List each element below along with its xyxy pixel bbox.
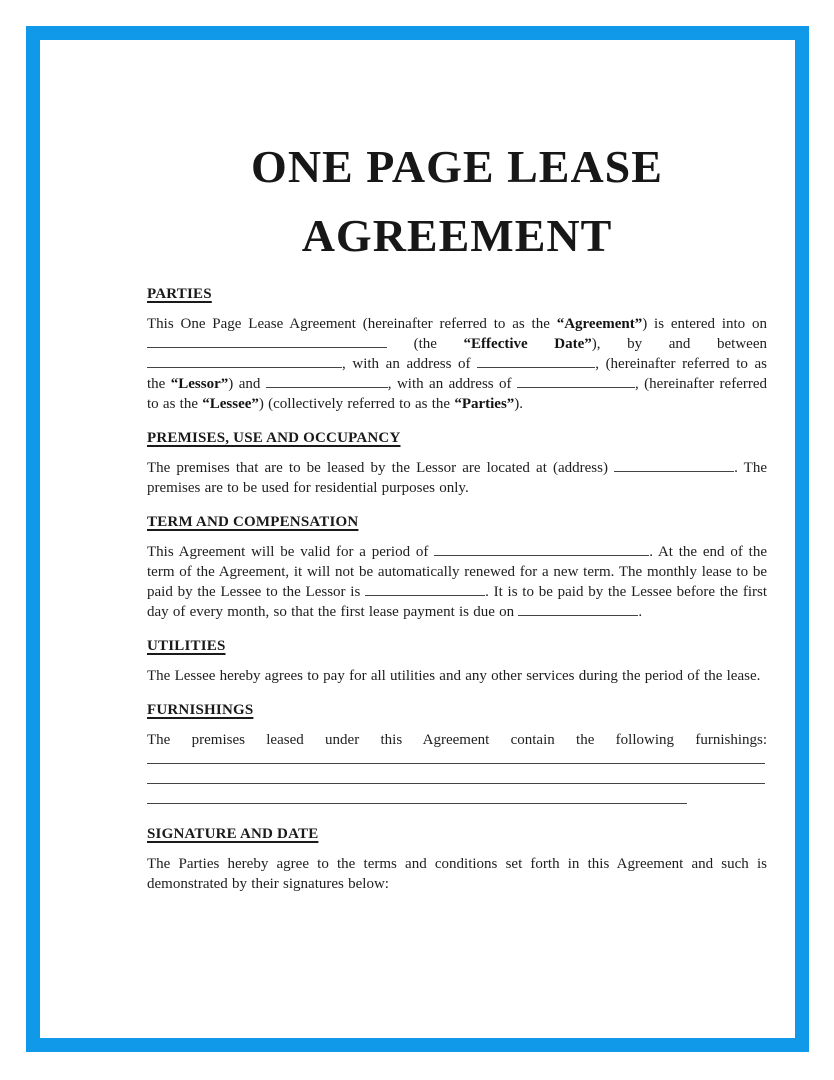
document-section xyxy=(147,700,767,810)
paragraph: The premises leased under this Agreement contain the following furnishings: xyxy=(147,730,767,810)
bold-text: “Parties” xyxy=(454,396,515,412)
paragraph: The Parties hereby agree to the terms and conditions set forth in this Agreement and such is demonstrated by their signatures below: xyxy=(147,856,767,892)
blank-fill-line xyxy=(614,460,734,472)
blank-fill-line xyxy=(266,376,388,388)
paragraph: The premises that are to be leased by the Lessor are located at (address) . The premises are to be used for residential purposes only. xyxy=(147,460,767,496)
document-title-line2: AGREEMENT xyxy=(301,210,613,261)
bold-text: “Effective Date” xyxy=(463,336,592,352)
blank-fill-line xyxy=(434,544,649,556)
document-section xyxy=(147,284,767,414)
document-title-line1: ONE PAGE LEASE xyxy=(251,141,663,192)
blank-fill-line xyxy=(517,376,635,388)
blank-fill-line xyxy=(147,752,765,764)
section-heading: PARTIES xyxy=(147,286,212,302)
section-heading: FURNISHINGS xyxy=(147,702,254,718)
bold-text: “Lessor” xyxy=(170,376,229,392)
paragraph: This Agreement will be valid for a period of . At the end of the term of the Agreement, it will not be automatically renewed for a new term. The monthly lease to be paid by the Lessee to the Lessor is . It is to be paid by the Lessee before the first day of every month, so that the first lease payment is due on . xyxy=(147,544,767,620)
section-heading: SIGNATURE AND DATE xyxy=(147,826,319,842)
blank-fill-line xyxy=(477,356,595,368)
document-sections xyxy=(147,284,767,894)
blank-fill-line xyxy=(147,792,687,804)
paragraph: This One Page Lease Agreement (hereinafter referred to as the “Agreement”) is entered into on (the “Effective Date”), by and between , with an address of , (hereinafter referred to as the “Lessor”) and , with an address of , (hereinafter referred to as the “Lessee”) (collectively referred to as the “Parties”). xyxy=(147,316,768,412)
page-border-frame xyxy=(26,26,809,1052)
document-page xyxy=(80,80,834,894)
section-heading: UTILITIES xyxy=(147,638,226,654)
document-section xyxy=(147,824,767,894)
blank-fill-line xyxy=(147,772,765,784)
section-heading: PREMISES, USE AND OCCUPANCY xyxy=(147,430,401,446)
bold-text: “Lessee” xyxy=(202,396,259,412)
blank-fill-line xyxy=(147,356,342,368)
document-section xyxy=(147,512,767,622)
bold-text: “Agreement” xyxy=(556,316,643,332)
document-title xyxy=(147,132,767,270)
document-section xyxy=(147,428,767,498)
section-heading: TERM AND COMPENSATION xyxy=(147,514,359,530)
blank-fill-line xyxy=(365,584,485,596)
blank-fill-line xyxy=(147,336,387,348)
paragraph: The Lessee hereby agrees to pay for all utilities and any other services during the period of the lease. xyxy=(147,668,761,684)
blank-fill-line xyxy=(518,604,638,616)
document-section xyxy=(147,636,767,686)
